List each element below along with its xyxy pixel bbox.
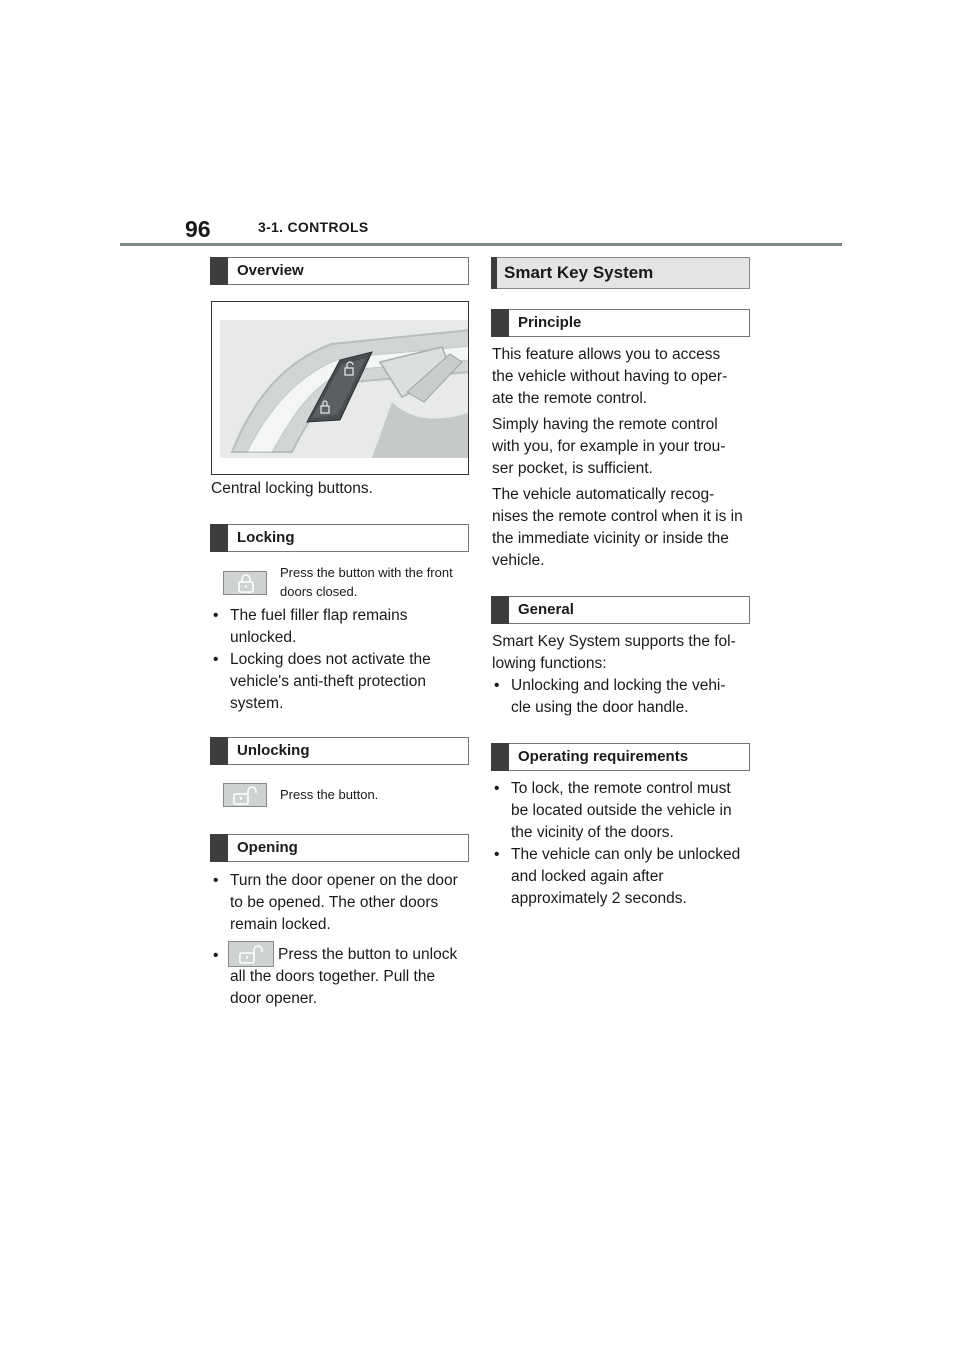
overview-heading-box [210,257,469,285]
central-locking-figure [211,301,469,475]
principle-heading-box [491,309,750,337]
heading-bar [210,524,228,552]
chapter-title: 3-1. CONTROLS [258,219,369,235]
smart-key-heading: Smart Key System [504,263,654,282]
list-item: • To lock, the remote control must be located outside the vehicle in the vicinity of the doors. [494,780,732,841]
lock-open-icon [228,941,274,967]
opening-heading: Opening [237,839,298,856]
list-item: • Locking does not activate the vehicle's anti-theft protection system. [213,651,431,712]
locking-instruction: Press the button with the front doors closed. [280,565,453,599]
general-heading-box [491,596,750,624]
unlocking-heading-box [210,737,469,765]
page-number: 96 [185,216,211,242]
unlocking-instruction: Press the button. [280,787,379,802]
opening-bullet-2-text: Press the button to unlock all the doors together. Pull the door opener. [230,946,458,1007]
header-rule [120,243,842,246]
heading-bar [210,737,228,765]
locking-heading-box [210,524,469,552]
smart-key-heading-box [491,257,750,289]
principle-paragraph-1: This feature allows you to access the vehicle without having to oper-ate the remote control. [492,346,728,407]
principle-paragraph-3: The vehicle automatically recog-nises the remote control when it is in the immediate vicinity or inside the vehicle. [492,486,743,569]
operating-heading: Operating requirements [518,748,689,765]
general-paragraph: Smart Key System supports the fol-lowing functions: [492,633,736,672]
figure-caption: Central locking buttons. [211,480,373,497]
overview-heading: Overview [237,262,304,279]
principle-heading: Principle [518,314,582,331]
locking-bullet-list [211,605,469,715]
heading-bar [491,596,509,624]
opening-bullet-2: • Press the button to unlock all the doors together. Pull the door opener. [211,941,469,1010]
general-heading: General [518,601,574,618]
heading-bar [491,743,509,771]
opening-bullet-list [211,870,469,936]
list-item: • Unlocking and locking the vehi-cle using the door handle. [494,677,726,716]
heading-bar [210,834,228,862]
list-item: • Turn the door opener on the door to be opened. The other doors remain locked. [213,872,458,933]
general-bullet-list [492,675,744,719]
locking-heading: Locking [237,529,295,546]
operating-bullet-list [492,778,748,910]
heading-bar [210,257,228,285]
lock-closed-icon [223,571,267,595]
principle-paragraph-2: Simply having the remote control with you, for example in your trou-ser pocket, is sufficient. [492,416,726,477]
door-handle-illustration [212,302,469,475]
heading-bar [491,257,497,289]
list-item: • The fuel filler flap remains unlocked. [213,607,408,646]
unlocking-heading: Unlocking [237,742,310,759]
list-item: • The vehicle can only be unlocked and locked again after approximately 2 seconds. [494,846,741,907]
operating-heading-box [491,743,750,771]
opening-heading-box [210,834,469,862]
heading-bar [491,309,509,337]
lock-open-icon [223,783,267,807]
